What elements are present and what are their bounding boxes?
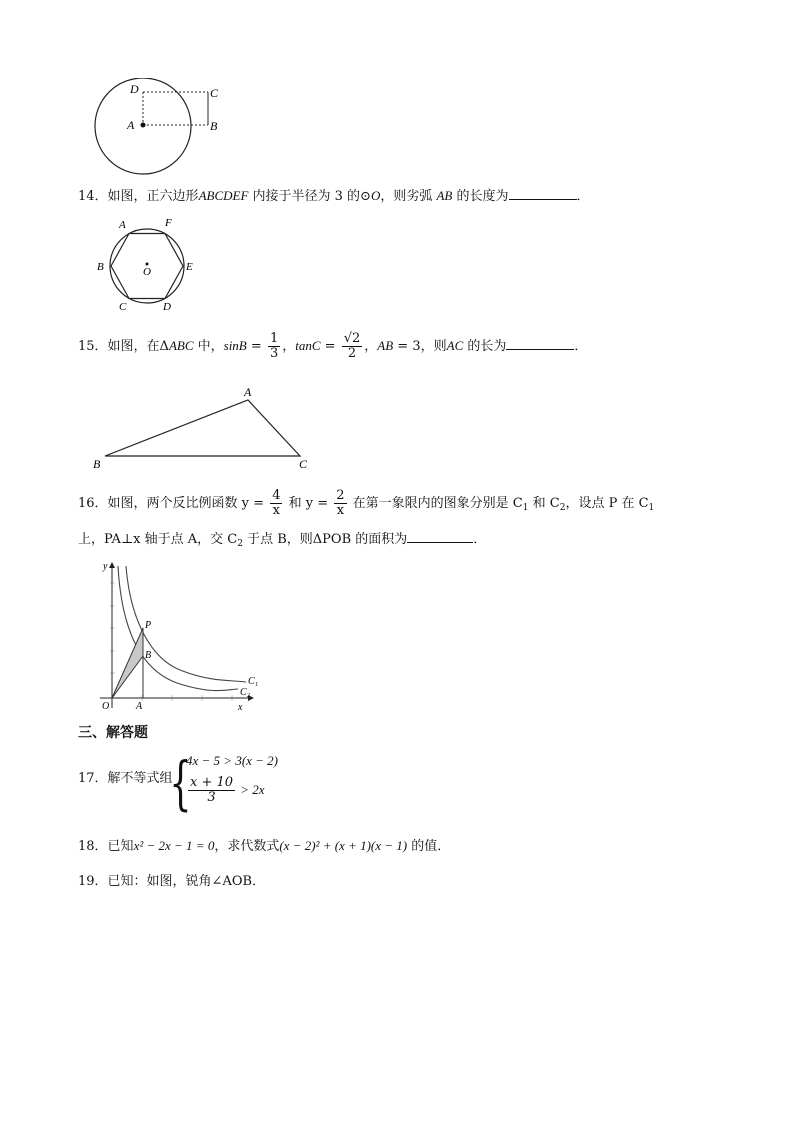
answer-blank: [509, 187, 577, 200]
inequality-2: $\frac{x + 10}{3}$ > 2x: [190, 775, 265, 805]
fraction-2-over-x: $\frac{2}{x}$: [336, 488, 345, 518]
label-a: A: [136, 701, 143, 712]
figure-14-hexagon: [92, 214, 202, 314]
label-o: O: [102, 701, 110, 712]
triangle-abc: [105, 400, 300, 456]
label-b: B: [93, 457, 101, 471]
figure-15-triangle: [88, 383, 318, 475]
label-a: A: [119, 219, 126, 231]
question-16-line-1: 16．如图，两个反比例函数 y = $\frac{4}{x}$ 和 y = $\frac{2}{x}$ 在第一象限内的图象分别是 $C_1$ 和 $C_2$，设点 P 在 $C_1$: [78, 488, 655, 518]
fraction-4-over-x: $\frac{4}{x}$: [272, 488, 281, 518]
label-b: B: [210, 119, 218, 133]
label-c: C: [119, 301, 127, 313]
curve-c1: [126, 566, 246, 682]
label-c2: C₂: [240, 687, 251, 698]
question-16-line-2: 上，PA⊥x 轴于点 A，交 $C_2$ 于点 B，则ΔPOB 的面积为 ．: [78, 532, 487, 549]
answer-blank: [506, 337, 574, 350]
label-c: C: [210, 86, 219, 100]
label-c1: C₁: [248, 676, 259, 687]
label-d: D: [130, 82, 139, 96]
figure-16-inverse-functions: [90, 558, 260, 714]
curve-c2: [118, 566, 238, 691]
label-f: F: [165, 217, 172, 229]
grid-ticks: [110, 583, 232, 701]
fraction-one-third: $\frac{1}{3}$: [269, 331, 279, 361]
question-18: 18．已知x² − 2x − 1 = 0，求代数式(x − 2)² + (x + 1)(x − 1) 的值．: [78, 838, 451, 854]
y-axis-arrow: [109, 562, 115, 568]
label-a: A: [127, 118, 135, 132]
label-a: A: [244, 385, 252, 399]
answer-blank: [407, 530, 473, 543]
shaded-triangle-pob: [112, 628, 143, 698]
fraction-root2-over-2: $\frac{√2}{2}$: [343, 331, 361, 361]
figure-13-circle-rectangle: [85, 78, 235, 178]
system-brace: {: [169, 749, 192, 817]
label-x: x: [238, 702, 243, 713]
section-heading: 三、解答题: [78, 725, 148, 741]
label-b: B: [145, 650, 152, 661]
question-14: 14．如图，正六边形ABCDEF 内接于半径为 3 的⊙O，则劣弧 AB 的长度为 ．: [78, 188, 590, 204]
label-d: D: [163, 301, 171, 313]
question-19: 19．已知：如图，锐角∠AOB．: [78, 874, 266, 889]
question-17: 17．解不等式组: [78, 771, 173, 786]
label-b: B: [97, 261, 104, 273]
question-15: 15．如图，在ΔABC 中，sinB = $\frac{1}{3}$ ，tanC = $\frac{√2}{2}$ ，AB = 3，则AC 的长为 ．: [78, 331, 588, 361]
inequality-1: 4x − 5 > 3(x − 2): [186, 753, 279, 768]
label-o: O: [143, 266, 151, 278]
center-point-a: [141, 123, 146, 128]
label-e: E: [186, 261, 193, 273]
label-c: C: [299, 457, 308, 471]
label-p: P: [145, 620, 152, 631]
q14-number: 14．: [78, 189, 108, 204]
label-y: y: [103, 561, 108, 572]
